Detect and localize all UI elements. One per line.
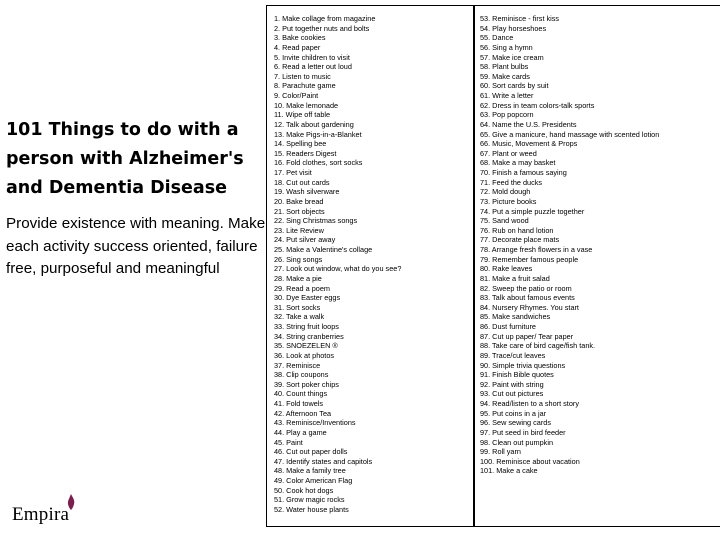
list-item: 82. Sweep the patio or room <box>480 283 572 293</box>
list-item: 24. Put silver away <box>274 235 336 245</box>
list-item: 51. Grow magic rocks <box>274 495 345 505</box>
list-item: 78. Arrange fresh flowers in a vase <box>480 245 593 254</box>
list-item: 80. Rake leaves <box>480 264 533 274</box>
list-item: 79. Remember famous people <box>480 254 579 264</box>
list-item: 43. Reminisce/Inventions <box>274 418 356 428</box>
list-item: 94. Read/listen to a short story <box>480 399 579 408</box>
list-item: 7. Listen to music <box>274 71 331 81</box>
list-item: 17. Pet visit <box>274 168 312 177</box>
list-item: 4. Read paper <box>274 42 321 52</box>
list-item: 47. Identify states and capitols <box>274 456 373 466</box>
list-item: 46. Cut out paper dolls <box>274 447 348 457</box>
list-item: 92. Paint with string <box>480 379 544 389</box>
list-item: 83. Talk about famous events <box>480 293 575 303</box>
list-item: 64. Name the U.S. Presidents <box>480 119 577 129</box>
list-item: 50. Cook hot dogs <box>274 485 334 495</box>
list-item: 96. Sew sewing cards <box>480 418 551 428</box>
list-item: 77. Decorate place mats <box>480 235 560 245</box>
list-item: 56. Sing a hymn <box>480 42 533 52</box>
list-item: 11. Wipe off table <box>274 110 331 120</box>
list-item: 88. Take care of bird cage/fish tank. <box>480 341 596 351</box>
list-item: 58. Plant bulbs <box>480 62 529 72</box>
list-item: 22. Sing Christmas songs <box>274 216 358 226</box>
list-item: 62. Dress in team colors-talk sports <box>480 100 595 110</box>
list-item: 68. Make a may basket <box>480 158 556 168</box>
list-item: 49. Color American Flag <box>274 476 353 485</box>
list-item: 95. Put coins in a jar <box>480 408 547 418</box>
logo-text: Empira <box>12 504 70 525</box>
list-item: 15. Readers Digest <box>274 148 337 158</box>
list-item: 32. Take a walk <box>274 312 325 322</box>
list-item: 70. Finish a famous saying <box>480 168 567 177</box>
list-item: 40. Count things <box>274 389 328 399</box>
list-item: 9. Color/Paint <box>274 91 319 100</box>
list-item: 44. Play a game <box>274 427 327 437</box>
list-item: 73. Picture books <box>480 196 537 206</box>
list-item: 81. Make a fruit salad <box>480 273 550 283</box>
list-item: 97. Put seed in bird feeder <box>480 427 566 437</box>
list-item: 71. Feed the ducks <box>480 177 543 187</box>
list-item: 99. Roll yarn <box>480 447 521 457</box>
list-item: 2. Put together nuts and bolts <box>274 23 370 33</box>
list-item: 93. Cut out pictures <box>480 389 544 399</box>
list-item: 26. Sing songs <box>274 254 323 264</box>
list-item: 16. Fold clothes, sort socks <box>274 158 363 168</box>
list-item: 90. Simple trivia questions <box>480 360 566 370</box>
list-item: 91. Finish Bible quotes <box>480 370 554 380</box>
list-item: 20. Bake bread <box>274 196 324 206</box>
list-item: 36. Look at photos <box>274 350 335 360</box>
list-item: 57. Make ice cream <box>480 52 544 62</box>
list-item: 18. Cut out cards <box>274 177 330 187</box>
list-item: 13. Make Pigs-in-a-Blanket <box>274 129 362 139</box>
list-item: 101. Make a cake <box>480 466 538 476</box>
list-item: 25. Make a Valentine's collage <box>274 245 373 254</box>
list-item: 33. String fruit loops <box>274 322 339 331</box>
list-item: 89. Trace/cut leaves <box>480 350 546 360</box>
list-item: 72. Mold dough <box>480 187 531 197</box>
list-item: 29. Read a poem <box>274 283 330 293</box>
page-title: 101 Things to do with a person with Alzheimer's and Dementia Disease <box>6 120 244 198</box>
list-item: 85. Make sandwiches <box>480 312 551 322</box>
page-subtitle: Provide existence with meaning. Make each activity success oriented, failure free, purposeful and meaningful <box>6 215 266 277</box>
list-item: 74. Put a simple puzzle together <box>480 206 585 216</box>
list-item: 27. Look out window, what do you see? <box>274 264 402 274</box>
activity-list-right-panel <box>474 5 720 527</box>
list-item: 12. Talk about gardening <box>274 119 354 129</box>
list-item: 52. Water house plants <box>274 504 349 514</box>
list-item: 54. Play horseshoes <box>480 23 547 33</box>
list-item: 34. String cranberries <box>274 331 344 341</box>
list-item: 59. Make cards <box>480 71 530 81</box>
list-item: 5. Invite children to visit <box>274 52 350 62</box>
list-item: 53. Reminisce - first kiss <box>480 14 560 23</box>
list-item: 75. Sand wood <box>480 216 529 226</box>
empira-logo <box>12 494 82 530</box>
list-item: 65. Give a manicure, hand massage with scented lotion <box>480 129 660 139</box>
list-item: 38. Clip coupons <box>274 370 329 380</box>
list-item: 100. Reminisce about vacation <box>480 456 580 466</box>
list-item: 66. Music, Movement & Props <box>480 139 578 149</box>
list-item: 19. Wash silverware <box>274 187 340 197</box>
list-item: 35. SNOEZELEN ® <box>274 341 338 351</box>
list-item: 86. Dust furniture <box>480 322 536 331</box>
list-item: 61. Write a letter <box>480 91 534 100</box>
list-item: 55. Dance <box>480 33 514 43</box>
list-item: 21. Sort objects <box>274 206 325 216</box>
list-item: 31. Sort socks <box>274 302 321 312</box>
list-item: 63. Pop popcorn <box>480 110 534 120</box>
list-item: 84. Nursery Rhymes. You start <box>480 302 579 312</box>
list-item: 48. Make a family tree <box>274 466 346 476</box>
list-item: 28. Make a pie <box>274 273 322 283</box>
list-item: 76. Rub on hand lotion <box>480 225 554 235</box>
list-item: 98. Clean out pumpkin <box>480 437 554 447</box>
list-item: 14. Spelling bee <box>274 139 327 149</box>
activity-list-left <box>274 14 401 515</box>
list-item: 3. Bake cookies <box>274 33 326 43</box>
list-item: 6. Read a letter out loud <box>274 62 352 72</box>
list-item: 67. Plant or weed <box>480 148 537 158</box>
list-item: 1. Make collage from magazine <box>274 14 376 23</box>
list-item: 42. Afternoon Tea <box>274 408 332 418</box>
list-item: 10. Make lemonade <box>274 100 339 110</box>
list-item: 39. Sort poker chips <box>274 379 339 389</box>
list-item: 37. Reminisce <box>274 360 321 370</box>
activity-list-right <box>480 14 659 476</box>
activity-list-left-panel <box>266 5 474 527</box>
list-item: 23. Lite Review <box>274 225 324 235</box>
list-item: 60. Sort cards by suit <box>480 81 549 91</box>
list-item: 30. Dye Easter eggs <box>274 293 341 303</box>
list-item: 87. Cut up paper/ Tear paper <box>480 331 574 341</box>
list-item: 45. Paint <box>274 437 303 447</box>
list-item: 8. Parachute game <box>274 81 336 91</box>
list-item: 41. Fold towels <box>274 399 324 408</box>
